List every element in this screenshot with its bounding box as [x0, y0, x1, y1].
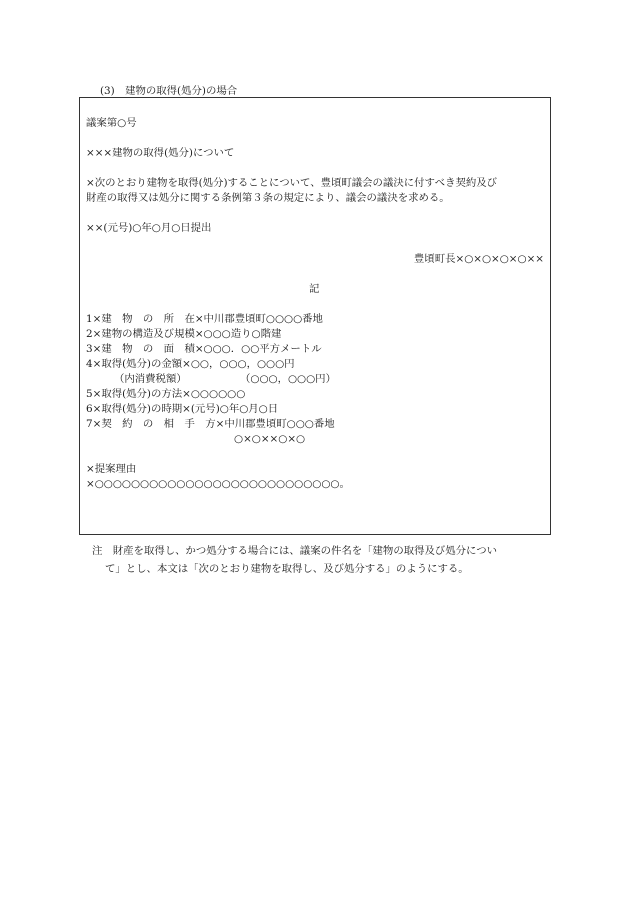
item-5: 5×取得(処分)の方法×○○○○○○: [86, 388, 246, 400]
item-7: 7×契 約 の 相 手 方×中川郡豊頃町○○○番地: [86, 418, 335, 430]
reason-body: ×○○○○○○○○○○○○○○○○○○○○○○○○○○○。: [86, 478, 350, 490]
item-3: 3×建 物 の 面 積×○○○．○○平方メートル: [86, 343, 322, 355]
item-7-party-name: ○×○××○×○: [234, 433, 306, 445]
reason-heading: ×提案理由: [86, 463, 137, 475]
note-line-2: て」とし、本文は「次のとおり建物を取得し、及び処分する」のようにする。: [105, 563, 469, 575]
section-heading: (3) 建物の取得(処分)の場合: [100, 85, 238, 97]
bill-body-line-2: 財産の取得又は処分に関する条例第３条の規定により、議会の議決を求める。: [86, 192, 450, 204]
item-4: 4×取得(処分)の金額×○○，○○○，○○○円: [86, 358, 295, 370]
signer: 豊頃町長×○×○×○×○××: [413, 253, 544, 265]
bill-body-line-1: ×次のとおり建物を取得(処分)することについて、豊頃町議会の議決に付すべき契約及び: [86, 177, 498, 189]
bill-number: 議案第○号: [86, 117, 137, 129]
item-4-tax-label: （内消費税額）: [114, 373, 187, 385]
item-2: 2×建物の構造及び規模×○○○造り○階建: [86, 328, 282, 340]
submission-date: ××(元号)○年○月○日提出: [86, 222, 212, 234]
item-6: 6×取得(処分)の時期×(元号)○年○月○日: [86, 403, 279, 415]
bill-form-box: [79, 97, 551, 535]
item-4-tax-value: （○○○，○○○円）: [240, 373, 336, 385]
bill-subject: ×××建物の取得(処分)について: [86, 147, 235, 159]
item-1: 1×建 物 の 所 在×中川郡豊頃町○○○○番地: [86, 313, 323, 325]
note-line-1: 注 財産を取得し、かつ処分する場合には、議案の件名を「建物の取得及び処分につい: [92, 545, 498, 557]
ki-heading: 記: [309, 283, 320, 295]
